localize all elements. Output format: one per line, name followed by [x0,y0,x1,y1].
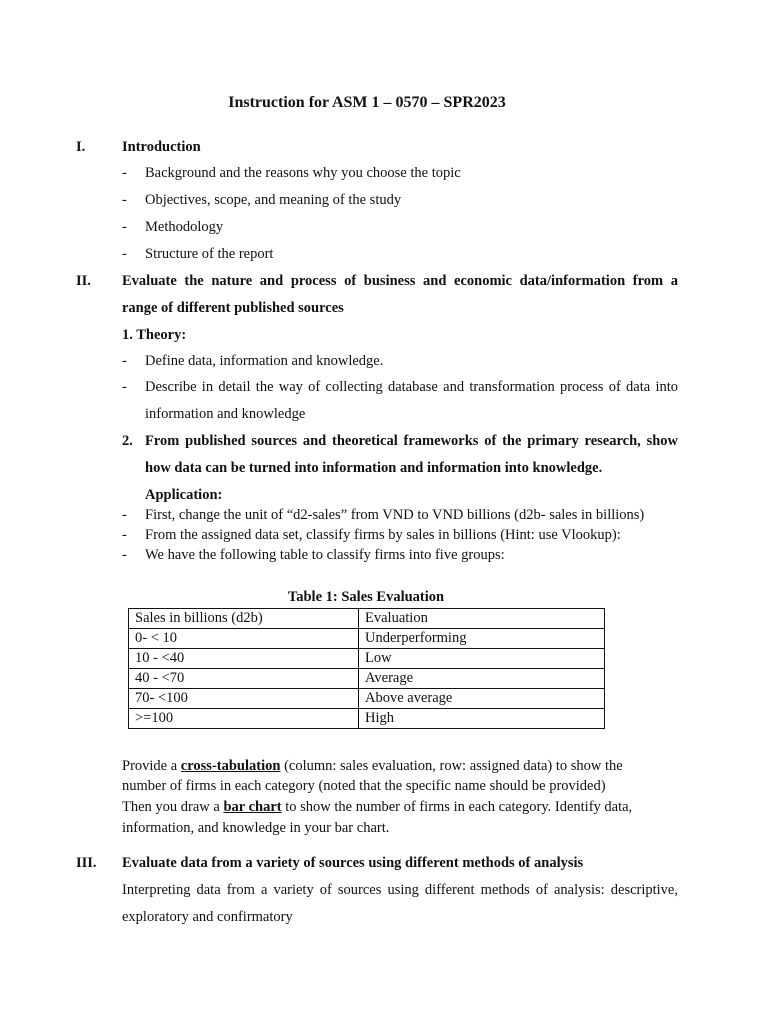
table-cell: 0- < 10 [129,629,359,649]
table-cell: 70- <100 [129,689,359,709]
bullet-dash: - [122,547,127,563]
paragraph-text: Then you draw a [122,799,224,815]
sales-evaluation-table [128,608,605,729]
table-row [129,709,605,729]
list-item: Methodology [145,219,224,235]
table-caption: Table 1: Sales Evaluation [287,589,445,605]
cross-tabulation-term: cross-tabulation [180,758,281,774]
subsection-1-label: 1. Theory: [122,327,187,343]
bullet-dash: - [122,507,127,523]
document-title: Instruction for ASM 1 – 0570 – SPR2023 [228,94,506,111]
paragraph-text: (column: sales evaluation, row: assigned data) to show the [280,758,623,774]
application-label: Application: [145,487,223,503]
paragraph-text: Provide a [122,758,181,774]
paragraph-line: information, and knowledge in your bar chart. [122,820,390,836]
bullet-dash: - [122,527,127,543]
table-header-row [129,609,605,629]
bullet-dash: - [122,165,127,181]
table-row [129,649,605,669]
list-item-continuation: information and knowledge [145,406,306,422]
list-item: Background and the reasons why you choose the topic [145,165,461,181]
bar-chart-paragraph [122,799,632,816]
bullet-dash: - [122,353,127,369]
table-header-cell: Evaluation [359,609,605,629]
table-cell: Average [359,669,605,689]
table-row [129,629,605,649]
section-3-text-line-1: Interpreting data from a variety of sources using different methods of analysis: descriptive, [122,882,678,898]
list-item: We have the following table to classify firms into five groups: [145,547,505,563]
paragraph-line: number of firms in each category (noted that the specific name should be provided) [122,778,606,794]
list-item: Structure of the report [145,246,274,262]
cross-tabulation-paragraph [122,758,623,775]
table-cell: Above average [359,689,605,709]
section-2-number: II. [76,273,91,289]
subsection-2-label-line-1 [145,433,678,450]
bullet-dash: - [122,192,127,208]
table-cell: 10 - <40 [129,649,359,669]
list-item: Define data, information and knowledge. [145,353,384,369]
table-cell: Underperforming [359,629,605,649]
bullet-dash: - [122,219,127,235]
table-cell: 40 - <70 [129,669,359,689]
section-3-heading: Evaluate data from a variety of sources using different methods of analysis [122,855,584,871]
list-item: Describe in detail the way of collecting database and transformation process of data into [145,379,678,395]
table-row [129,669,605,689]
subsection-2-number: 2. [122,433,133,449]
section-2-heading-line-1: Evaluate the nature and process of business and economic data/information from a [122,273,678,289]
subsection-2-label-line-2: how data can be turned into information and information into knowledge. [145,460,603,476]
subsection-2-label-text: From published sources and theoretical frameworks of the primary research, show [145,433,678,449]
table-cell: >=100 [129,709,359,729]
bar-chart-term: bar chart [223,799,282,815]
section-1-number: I. [76,139,86,155]
table-cell: High [359,709,605,729]
section-3-number: III. [76,855,97,871]
list-item: Objectives, scope, and meaning of the study [145,192,402,208]
table-row [129,689,605,709]
list-item: First, change the unit of “d2-sales” from VND to VND billions (d2b- sales in billions) [145,507,645,523]
list-item: From the assigned data set, classify firms by sales in billions (Hint: use Vlookup): [145,527,621,543]
table-header-cell: Sales in billions (d2b) [129,609,359,629]
bullet-dash: - [122,246,127,262]
bullet-dash: - [122,379,127,395]
section-2-heading-line-2: range of different published sources [122,300,344,316]
section-3-text-line-2: exploratory and confirmatory [122,909,293,925]
paragraph-text: to show the number of firms in each category. Identify data, [281,799,633,815]
table-cell: Low [359,649,605,669]
section-1-heading: Introduction [122,139,201,155]
